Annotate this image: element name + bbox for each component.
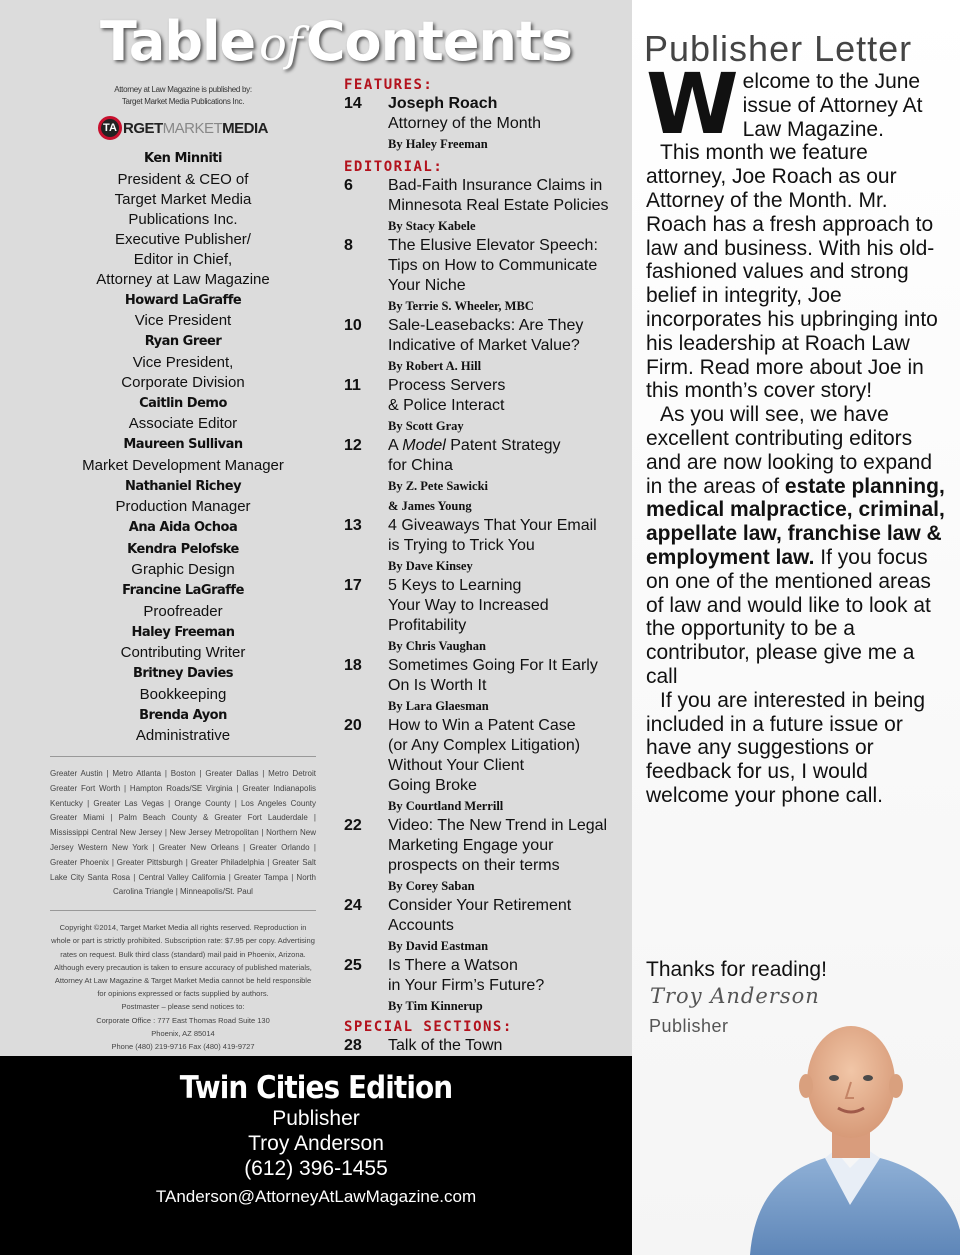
- toc-entry: [344, 376, 624, 436]
- entry-body: [388, 236, 624, 316]
- entry-body: [388, 656, 624, 716]
- special-list: [344, 1036, 624, 1056]
- publisher-note: [50, 84, 316, 108]
- entry-byline: By Corey Saban: [388, 879, 475, 893]
- staff-role: Associate Editor: [128, 415, 238, 432]
- signature: Troy Anderson: [650, 984, 820, 1008]
- toc-title-of: of: [259, 17, 302, 71]
- page-number: 14: [344, 95, 362, 112]
- features-list: [344, 94, 624, 154]
- staff-role: Attorney at Law Magazine: [96, 270, 270, 288]
- entry-title-line: Talk of the Town: [388, 1037, 503, 1054]
- staff-role: Vice President,: [132, 353, 234, 371]
- staff-role: Contributing Writer: [120, 644, 246, 661]
- page-number: 18: [344, 657, 362, 674]
- staff-role: Proofreader: [143, 602, 223, 620]
- office-city: Phoenix, AZ 85014: [151, 1028, 215, 1038]
- toc-entry: [344, 236, 624, 316]
- entry-body: [388, 576, 624, 656]
- entry-title-line: prospects on their terms: [388, 857, 560, 874]
- page-number: 10: [344, 317, 362, 334]
- toc-entry: [344, 576, 624, 656]
- entry-byline: By Tim Kinnerup: [388, 999, 483, 1013]
- entry-title-line: Indicative of Market Value?: [388, 337, 580, 354]
- staff-name: Haley Freeman: [131, 624, 235, 640]
- staff-name: Ryan Greer: [144, 334, 222, 349]
- entry-title-line: On Is Worth It: [388, 677, 487, 694]
- drop-cap: W: [646, 55, 735, 153]
- staff-role: Editor in Chief,: [133, 250, 233, 268]
- staff-name: Kendra Pelofske: [127, 541, 239, 557]
- toc-title: [100, 10, 570, 73]
- markets-list: Greater Austin | Metro Atlanta | Boston | Greater Dallas | Metro Detroit Greater Fort Worth | Hampton Roads/SE Virginia | Greater Indianapolis Kentucky | Greater Las Vegas | Orange County | Los Angeles County Greater Miami | Palm Beach County & Greater Fort Lauderdale | Mississippi Central New Jersey | New Jersey Metropolitan | Northern New Jersey Western New York | Greater New Orleans | Greater Orlando | Greater Phoenix | Greater Pittsburgh | Greater Philadelphia | Greater Salt Lake City Santa Rosa | Central Valley California | Greater Tampa | North Carolina Triangle | Minneapolis/St. Paul: [50, 769, 316, 897]
- letter-text: As you will see, we have excellent contributing editors and are now looking to expand in the areas of: [646, 403, 933, 498]
- entry-title-line: Tips on How to Communicate: [388, 257, 598, 274]
- entry-body: [388, 94, 624, 154]
- edition-title: Twin Cities Edition: [179, 1070, 453, 1106]
- copyright-text: Copyright ©2014, Target Market Media all rights reserved. Reproduction in whole or part is strictly prohibited. Subscription rate: $7.95 per copy. Advertising rates on request. Bulk third class (standard) mail paid in Phoenix, Arizona. Although every precaution is taken to ensure accuracy of published materials, Attorney At Law Magazine & Target Market Media cannot be held responsible for opinions expressed or facts supplied by authors.: [51, 923, 315, 999]
- toc-entry: [344, 516, 624, 576]
- entry-title-line: A Model Patent Strategy: [388, 437, 561, 454]
- entry-title-line: Minnesota Real Estate Policies: [388, 197, 609, 214]
- section-heading-features: FEATURES:: [344, 77, 434, 93]
- staff-name: Francine LaGraffe: [122, 583, 244, 598]
- target-market-media-logo: [50, 114, 316, 142]
- page-number: 13: [344, 517, 362, 534]
- entry-byline: By Haley Freeman: [388, 137, 488, 151]
- staff-name: Nathaniel Richey: [124, 478, 242, 494]
- staff-role: Administrative: [135, 727, 231, 744]
- contents-column: [344, 76, 624, 1056]
- band-role: Publisher: [272, 1107, 360, 1130]
- staff-name: Ken Minniti: [144, 151, 222, 166]
- entry-title-line: Consider Your Retirement: [388, 897, 572, 914]
- letter-paragraph: This month we feature attorney, Joe Roach as our Attorney of the Month. Mr. Roach has a fresh approach to law and business. With his old-fashioned values and strong belief in integrity, Joe incorporates his upbringing into his leadership at Roach Law Firm. Read more about Joe in this month’s cover story!: [646, 141, 938, 403]
- postmaster-line: Postmaster – please send notices to:: [121, 1002, 245, 1012]
- entry-byline: By Stacy Kabele: [388, 219, 476, 233]
- page-number: 24: [344, 897, 362, 914]
- letter-paragraph: elcome to the June issue of Attorney At Law Magazine.: [742, 70, 923, 141]
- letter-paragraph: [646, 403, 950, 689]
- staff-name: Ana Aida Ochoa: [128, 520, 238, 535]
- staff-role: Production Manager: [115, 498, 251, 515]
- page-number: 8: [344, 237, 353, 254]
- toc-title-word-1: Table: [100, 10, 256, 73]
- section-heading-special: SPECIAL SECTIONS:: [344, 1019, 513, 1035]
- staff-role: Corporate Division: [121, 373, 245, 391]
- entry-title-line: for China: [388, 457, 453, 474]
- entry-title-line: Joseph Roach: [388, 95, 498, 112]
- staff-role: Vice President: [134, 312, 232, 329]
- staff-name: Britney Davies: [132, 666, 234, 681]
- edition-band: [0, 1056, 632, 1255]
- entry-title-line: & Police Interact: [388, 397, 505, 414]
- toc-entry: [344, 436, 624, 516]
- toc-entry: [344, 1036, 624, 1056]
- band-name: Troy Anderson: [248, 1132, 384, 1155]
- entry-title-line: Is There a Watson: [388, 957, 518, 974]
- entry-body: [388, 176, 624, 236]
- page-number: 22: [344, 817, 362, 834]
- entry-body: [388, 516, 624, 576]
- entry-body: [388, 716, 624, 816]
- entry-title-line: 4 Giveaways That Your Email: [388, 517, 597, 534]
- entry-byline: By Dave Kinsey: [388, 559, 473, 573]
- entry-title-line: Marketing Engage your: [388, 837, 554, 854]
- copyright-block: [50, 921, 316, 1066]
- staff-name: Howard LaGraffe: [124, 292, 242, 308]
- entry-title-line: (or Any Complex Litigation): [388, 737, 581, 754]
- entry-title-line: Bad-Faith Insurance Claims in: [388, 177, 603, 194]
- entry-title-line: Accounts: [388, 917, 454, 934]
- entry-title-line: How to Win a Patent Case: [388, 717, 576, 734]
- entry-byline: By Terrie S. Wheeler, MBC: [388, 299, 534, 313]
- toc-entry: [344, 656, 624, 716]
- office-address: Corporate Office : 777 East Thomas Road Suite 130: [96, 1015, 270, 1025]
- band-phone: (612) 396-1455: [244, 1157, 388, 1180]
- entry-byline: & James Young: [388, 499, 472, 513]
- logo-word: RGET: [122, 119, 163, 137]
- staff-role: Target Market Media: [114, 190, 252, 208]
- entry-body: [388, 316, 624, 376]
- publisher-note-line: Target Market Media Publications Inc.: [121, 97, 245, 106]
- editorial-list: [344, 176, 624, 1016]
- entry-byline: By Robert A. Hill: [388, 359, 482, 373]
- entry-body: [388, 956, 624, 1016]
- toc-entry: [344, 176, 624, 236]
- staff-role: Publications Inc.: [128, 210, 238, 228]
- letter-paragraph: If you are interested in being included in a future issue or have any suggestions or feedback for us, I would welcome your phone call.: [646, 688, 926, 807]
- entry-body: [388, 436, 624, 516]
- letter-body: [646, 55, 950, 808]
- page-number: 17: [344, 577, 362, 594]
- page-number: 25: [344, 957, 362, 974]
- staff-role: Executive Publisher/: [115, 230, 251, 248]
- entry-title-line: Your Niche: [388, 277, 466, 294]
- entry-title-line: is Trying to Trick You: [388, 537, 535, 554]
- entry-byline: By Z. Pete Sawicki: [388, 479, 488, 493]
- logo-word: MARKET: [162, 119, 223, 137]
- entry-byline: By Chris Vaughan: [388, 639, 486, 653]
- publisher-note-line: Attorney at Law Magazine is published by:: [114, 85, 252, 94]
- page-number: 6: [344, 177, 353, 194]
- entry-title-line: Profitability: [388, 617, 467, 634]
- band-email: TAnderson@AttorneyAtLawMagazine.com: [155, 1187, 477, 1206]
- publisher-portrait: [740, 990, 960, 1255]
- entry-byline: By Lara Glaesman: [388, 699, 489, 713]
- letter-text: If you focus on one of the mentioned areas of law and would like to look at the opportunity to be a contributor, please give me a call: [646, 545, 931, 688]
- toc-entry: [344, 716, 624, 816]
- entry-title-line: Video: The New Trend in Legal: [388, 817, 608, 834]
- page-number: 11: [344, 377, 361, 394]
- staff-name: Maureen Sullivan: [123, 437, 243, 452]
- staff-name: Brenda Ayon: [139, 707, 227, 723]
- divider: [50, 756, 316, 757]
- staff-column: [50, 84, 316, 1066]
- entry-body: [388, 1036, 624, 1056]
- entry-body: [388, 816, 624, 896]
- page-number: 28: [344, 1037, 362, 1054]
- entry-title-line: Without Your Client: [388, 757, 525, 774]
- publisher-letter-title: Publisher Letter: [644, 28, 913, 69]
- toc-title-word-2: Contents: [305, 10, 572, 73]
- entry-title-line: in Your Firm’s Future?: [388, 977, 545, 994]
- entry-title-line: Process Servers: [388, 377, 506, 394]
- toc-entry: [344, 316, 624, 376]
- staff-list: [50, 148, 316, 746]
- entry-title-line: Your Way to Increased: [388, 597, 549, 614]
- entry-body: [388, 376, 624, 436]
- logo-circle-icon: TA: [98, 116, 122, 140]
- staff-role: Graphic Design: [131, 561, 235, 578]
- office-phone: Phone (480) 219-9716 Fax (480) 419-9727: [111, 1042, 255, 1051]
- page-number: 12: [344, 437, 362, 454]
- toc-entry: [344, 896, 624, 956]
- entry-title-line: Attorney of the Month: [388, 115, 541, 132]
- section-heading-editorial: EDITORIAL:: [344, 159, 444, 175]
- staff-role: Market Development Manager: [82, 456, 284, 474]
- staff-role: Bookkeeping: [139, 685, 227, 703]
- toc-entry: [344, 816, 624, 896]
- entry-title-line: The Elusive Elevator Speech:: [388, 237, 598, 254]
- thanks-line: Thanks for reading!: [646, 958, 827, 981]
- staff-role: President & CEO of: [117, 170, 249, 188]
- toc-entry: [344, 94, 624, 154]
- divider: [50, 910, 316, 911]
- entry-title-line: Going Broke: [388, 777, 477, 794]
- signer-title: Publisher: [649, 1016, 729, 1036]
- toc-entry: [344, 956, 624, 1016]
- letter-bold-text: estate planning, medical malpractice, criminal, appellate law, franchise law & employment law.: [646, 474, 945, 569]
- staff-name: Caitlin Demo: [139, 395, 227, 411]
- logo-word: MEDIA: [222, 119, 269, 137]
- entry-title-line: Sale-Leasebacks: Are They: [388, 317, 584, 334]
- page-number: 20: [344, 717, 362, 734]
- entry-title-line: Sometimes Going For It Early: [388, 657, 598, 674]
- entry-byline: By Courtland Merrill: [388, 799, 504, 813]
- entry-byline: By David Eastman: [388, 939, 489, 953]
- entry-title-line: 5 Keys to Learning: [388, 577, 522, 594]
- entry-body: [388, 896, 624, 956]
- entry-byline: By Scott Gray: [388, 419, 464, 433]
